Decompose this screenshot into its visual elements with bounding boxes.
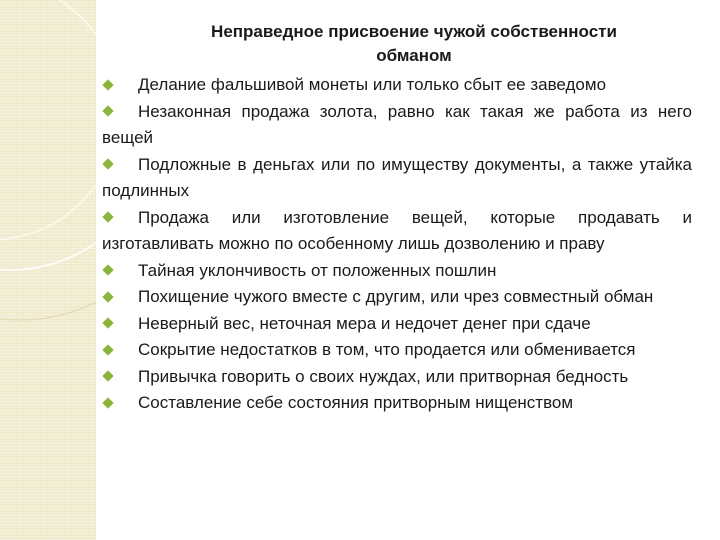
list-item	[102, 284, 692, 311]
list-item-text: Тайная уклончивость от положенных пошлин	[138, 260, 497, 280]
list-item-text: Незаконная продажа золота, равно как такая же работа из него вещей	[102, 101, 692, 147]
diamond-bullet-icon	[102, 317, 113, 328]
diamond-bullet-icon	[102, 291, 113, 302]
diamond-bullet-icon	[102, 397, 113, 408]
list-item-text: Привычка говорить о своих нуждах, или притворная бедность	[138, 366, 629, 386]
list-item-text: Делание фальшивой монеты или только сбыт ее заведомо	[138, 75, 607, 94]
list-item-text: Похищение чужого вместе с другим, или чрез совместный обман	[138, 287, 654, 306]
list-item	[102, 337, 692, 364]
diamond-bullet-icon	[102, 344, 113, 355]
list-item-text: Составление себе состояния притворным нищенством	[138, 393, 574, 412]
list-item	[102, 205, 692, 258]
list-item	[102, 152, 692, 205]
list-item-text: Сокрытие недостатков в том, что продается или обменивается	[138, 340, 636, 359]
list-item	[102, 72, 692, 99]
list-item	[102, 390, 692, 417]
slide-title: Неправедное присвоение чужой собственности обманом	[211, 22, 617, 65]
list-item	[102, 364, 692, 391]
diamond-bullet-icon	[102, 370, 113, 381]
diamond-bullet-icon	[102, 79, 113, 90]
list-item	[102, 99, 692, 152]
diamond-bullet-icon	[102, 105, 113, 116]
diamond-bullet-icon	[102, 158, 113, 169]
list-item	[102, 311, 692, 338]
bullet-list	[102, 72, 692, 417]
diamond-bullet-icon	[102, 264, 113, 275]
list-item-text: Продажа или изготовление вещей, которые продавать и изготавливать можно по особенному лишь дозволению и праву	[102, 207, 692, 253]
list-item-text: Неверный вес, неточная мера и недочет денег при сдаче	[138, 313, 591, 333]
diamond-bullet-icon	[102, 211, 113, 222]
list-item-text: Подложные в деньгах или по имуществу документы, а также утайка подлинных	[102, 154, 692, 200]
list-item	[102, 258, 692, 285]
